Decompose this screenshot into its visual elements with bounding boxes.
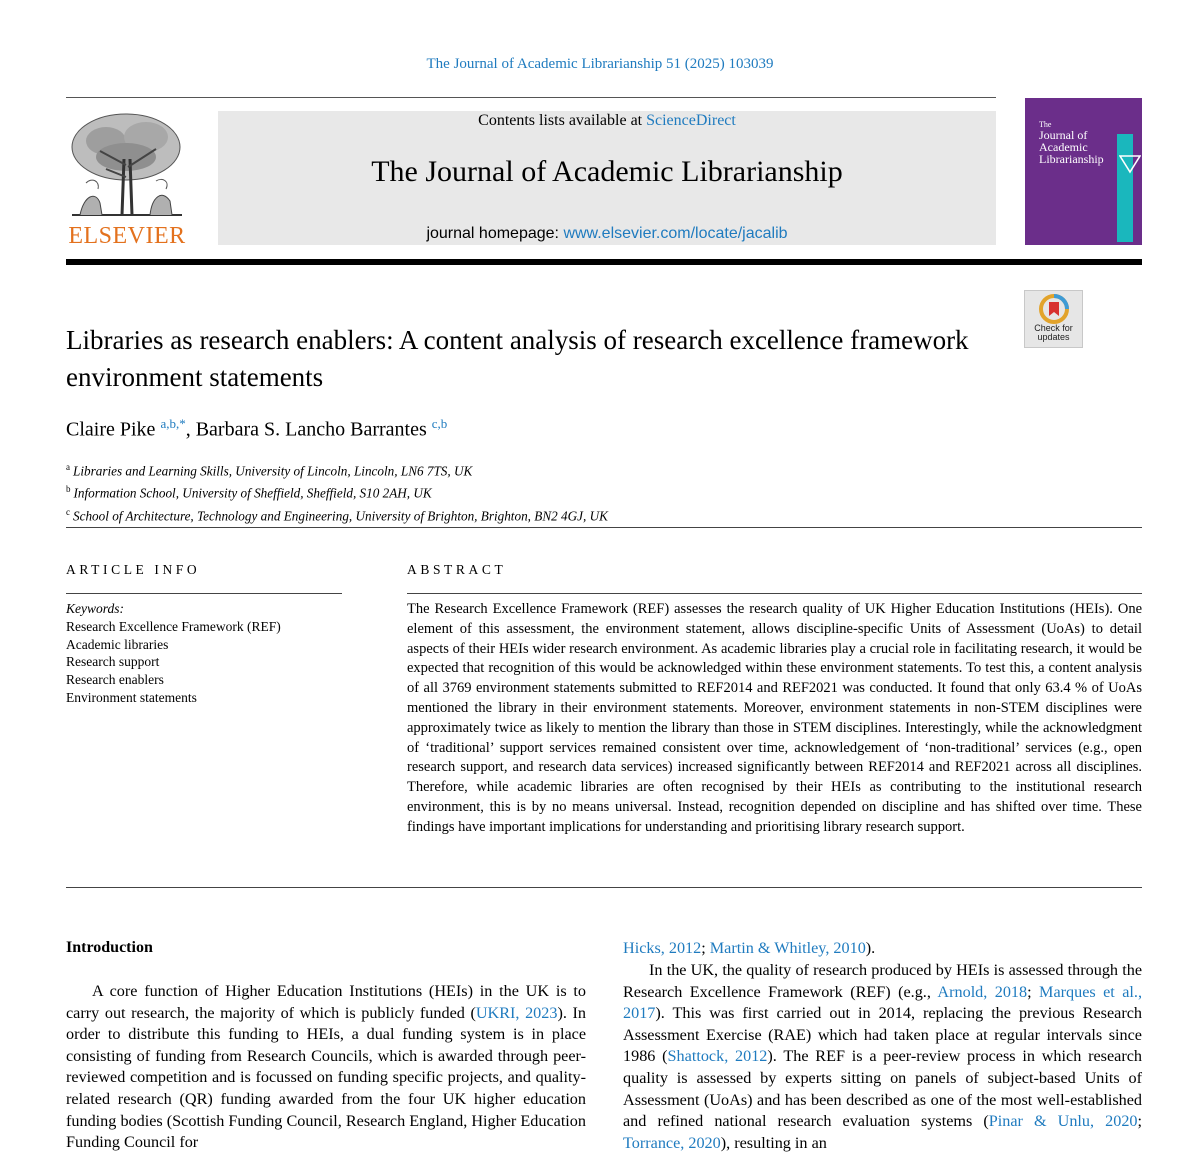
publisher-name: ELSEVIER — [68, 223, 186, 249]
section-divider — [66, 887, 1142, 888]
abstract-rule — [407, 593, 1142, 594]
citation-link[interactable]: Marques et al., 2017 — [623, 982, 1142, 1023]
elsevier-tree-icon — [66, 111, 188, 219]
journal-name: The Journal of Academic Librarianship — [371, 155, 843, 188]
cover-title: The Journal of Academic Librarianship — [1039, 120, 1104, 166]
header-rule — [66, 97, 996, 98]
check-for-updates-badge[interactable]: Check for updates — [1024, 290, 1083, 348]
abstract-heading: ABSTRACT — [407, 562, 507, 577]
crossmark-icon — [1039, 294, 1069, 324]
author-affiliation-marks[interactable]: c,b — [431, 416, 448, 431]
sciencedirect-link[interactable]: ScienceDirect — [646, 112, 736, 129]
article-title: Libraries as research enablers: A content analysis of research excellence framework environment statements — [66, 325, 969, 392]
keyword-item: Academic libraries — [66, 636, 169, 652]
affiliation-item: $^b$ Information School, University of Sheffield, Sheffield, S10 2AH, UK — [66, 484, 432, 501]
header-thick-rule — [66, 259, 1142, 265]
journal-banner — [218, 111, 996, 245]
keyword-item: Research enablers — [66, 672, 164, 688]
citation-link[interactable]: Torrance, 2020 — [623, 1133, 721, 1152]
journal-cover[interactable] — [1025, 98, 1142, 245]
affiliation-list — [66, 458, 608, 525]
author-affiliation-marks[interactable]: a,b,* — [160, 416, 186, 431]
keyword-item: Environment statements — [66, 689, 197, 705]
abstract-text: The Research Excellence Framework (REF) assesses the research quality of UK Higher Education Institutions (HEIs). One element of this assessment, the environment statement, allows discipline-specific Units of Assessment (UoAs) to detail aspects of their HEIs wider research environment. As academic libraries play a crucial role in facilitating research, it would be expected that recognition of this would be acknowledged within these environment statements. To test this, a content analysis of all 3769 environment statements submitted to REF2014 and REF2021 was conducted. It found that only 63.4 % of UoAs mentioned the library in their environment statements. Moreover, environment statements in non-STEM disciplines were approximately twice as likely to mention the library than those in STEM disciplines. Interestingly, while the acknowledgment of ‘traditional’ support services remained consistent over time, acknowledgement of ‘non-traditional’ services (e.g., open research support, and research data services) increased significantly between REF2014 and REF2021 across all disciplines. Therefore, while academic libraries are often recognised by their HEIs as contributing to the institutional research environment, this is by no means universal. Instead, recognition depended on discipline and has shifted over time. These findings have important implications for understanding and prioritising library research support. — [407, 601, 1142, 835]
introduction-right-paragraph: In the UK, the quality of research produced by HEIs is assessed through the Research Excellence Framework (REF) (e.g., Arnold, 2018; Marques et al., 2017). This was first carried out in 2014, replacing the previous Research Assessment Exercise (RAE) which had taken place at regular intervals since 1986 (Shattock, 2012). The REF is a peer-review process in which research quality is assessed by experts sitting on panels of subject-based Units of Assessment (UoAs) and has been described as one of the most well-established and refined national research evaluation systems (Pinar & Unlu, 2020; Torrance, 2020), resulting in an — [623, 961, 1143, 1152]
citation-link[interactable]: The Journal of Academic Librarianship 51 (2025) 103039 — [426, 56, 774, 72]
affiliation-item: $^c$ School of Architecture, Technology and Engineering, University of Brighton, Brighton, BN2 4GJ, UK — [66, 506, 608, 524]
citation-link[interactable]: Martin & Whitley, 2010 — [709, 939, 866, 957]
citation-link[interactable]: Shattock, 2012 — [667, 1047, 768, 1066]
journal-homepage: journal homepage: www.elsevier.com/locate/jacalib — [426, 225, 788, 242]
keywords-block — [66, 600, 281, 707]
citation-link[interactable]: Arnold, 2018 — [937, 982, 1028, 1001]
section-divider — [66, 527, 1142, 528]
author-list: Claire Pike $^{a,b,*}$, Barbara S. Lancho Barrantes $^{c,b}$ — [66, 416, 448, 441]
keyword-item: Research support — [66, 654, 160, 670]
citation-link[interactable]: Hicks, 2012 — [623, 939, 702, 957]
affiliation-item: $^a$ Libraries and Learning Skills, University of Lincoln, Lincoln, LN6 7TS, UK — [66, 462, 473, 479]
homepage-link[interactable]: www.elsevier.com/locate/jacalib — [563, 225, 788, 242]
introduction-heading: Introduction — [66, 939, 153, 956]
author-name: Claire Pike — [66, 418, 156, 441]
journal-citation — [0, 56, 1200, 73]
keyword-item: Research Excellence Framework (REF) — [66, 618, 281, 634]
introduction-left-column: A core function of Higher Education Institutions (HEIs) in the UK is to carry out research, the majority of which is publicly funded (UKRI, 2023). In order to distribute this funding to HEIs, a dual funding system is in place consisting of funding from Research Councils, which is awarded through peer-reviewed competition and is focussed on funding specific projects, and quality-related research (QR) funding awarded from the four UK higher education funding bodies (Scottish Funding Council, Research England, Higher Education Funding Council for — [66, 982, 587, 1152]
cover-accent-bar — [1117, 134, 1133, 242]
citation-link[interactable]: UKRI, 2023 — [475, 1003, 558, 1022]
citation-link[interactable]: Pinar & Unlu, 2020 — [988, 1112, 1138, 1131]
contents-line: Contents lists available at ScienceDirect — [478, 112, 736, 129]
article-info-rule — [66, 593, 342, 594]
keywords-label: Keywords: — [66, 601, 124, 616]
cover-triangle-icon — [1119, 154, 1141, 174]
introduction-right-continuation: Hicks, 2012; Martin & Whitley, 2010). — [623, 939, 876, 957]
author-name: Barbara S. Lancho Barrantes — [195, 418, 427, 441]
article-info-heading: ARTICLE INFO — [66, 562, 201, 577]
